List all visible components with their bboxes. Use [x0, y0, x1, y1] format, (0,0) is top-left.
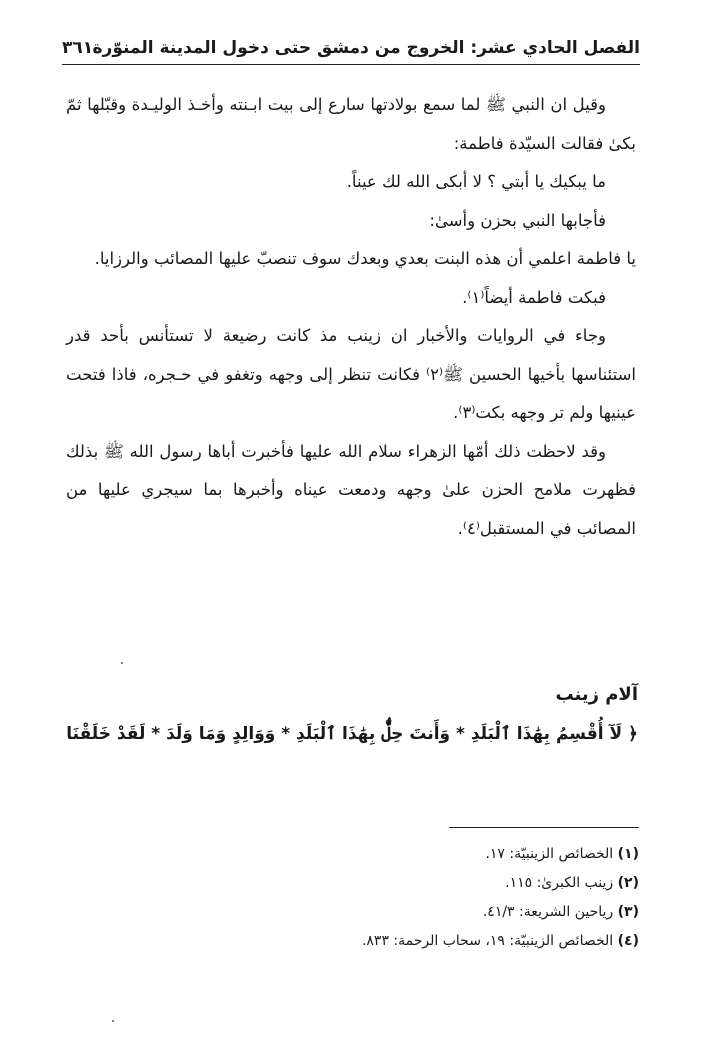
footnote-number: (١): [617, 846, 639, 862]
footnote-number: (٣): [617, 904, 639, 920]
paragraph-answer-intro: فأجابها النبي بحزن وأسىٰ:: [429, 210, 606, 230]
footnotes: [119, 840, 639, 956]
main-text: [66, 86, 636, 548]
paragraph-prophecy: وقد لاحظت ذلك أمّها الزهراء سلام الله عليها فأخبرت أباها رسول الله ﷺ بذلك فظهرت ملامح الحزن علىٰ وجهه ودمعت عيناه وأخبرها بما سيجري عليها من المصائب في المستقبل⁽٤⁾.: [66, 441, 636, 538]
footnote-item: [119, 898, 639, 927]
running-header: [62, 34, 640, 64]
header-divider: [62, 64, 640, 65]
footnote-text: الخصائص الزينبيّة: ١٩، سحاب الرحمة: ٨٣٣.: [361, 933, 614, 949]
footnote-divider: [449, 827, 639, 828]
section-zaynab-sorrows: [66, 680, 638, 752]
footnote-item: [119, 869, 639, 898]
quran-verse: ﴿ لَآ أُقْسِمُ بِهَٰذَا ٱلْبَلَدِ * وَأَنتَ حِلٌّۢ بِهَٰذَا ٱلْبَلَدِ * وَوَالِدٍ وَمَا وَلَدَ * لَقَدْ خَلَقْنَا: [66, 724, 638, 744]
stray-mark: [112, 1020, 114, 1022]
paragraph-birth: وقيل ان النبي ﷺ لما سمع بولادتها سارع إلى بيت ابـنته وأخـذ الوليـدة وقبّلها ثمّ بكىٰ فقالت السيّدة فاطمة:: [66, 95, 636, 153]
page-number: ٣٦١: [62, 38, 94, 58]
paragraph-weeping: فبكت فاطمة أيضاً⁽١⁾.: [462, 287, 606, 307]
footnote-item: [119, 927, 639, 956]
paragraph-narrations: وجاء في الروايات والأخبار ان زينب مذ كانت رضيعة لا تستأنس بأحد قدر استئناسها بأخيها الحسين ﷺ⁽٢⁾ فكانت تنظر إلى وجهه وتغفو في حـجره، فاذا فتحت عينيها ولم تر وجهه بكت⁽٣⁾.: [66, 326, 636, 422]
footnote-number: (٤): [617, 933, 639, 949]
footnote-text: رياحين الشريعة: ٤١/٣.: [482, 904, 614, 920]
section-heading: آلام زينب: [555, 684, 638, 705]
footnote-text: زينب الكبرىٰ: ١١٥.: [505, 875, 614, 891]
paragraph-answer: يا فاطمة اعلمي أن هذه البنت بعدي وبعدك سوف تنصبّ عليها المصائب والرزايا.: [94, 249, 636, 268]
footnote-number: (٢): [617, 875, 639, 891]
chapter-title: الفصل الحادي عشر: الخروج من دمشق حتى دخول المدينة المنوّرة: [92, 38, 640, 58]
stray-mark: [121, 662, 123, 664]
footnote-text: الخصائص الزينبيّة: ١٧.: [485, 846, 614, 862]
footnote-item: [119, 840, 639, 869]
paragraph-question: ما يبكيك يا أبتي ؟ لا أبكى الله لك عيناً.: [346, 172, 606, 191]
